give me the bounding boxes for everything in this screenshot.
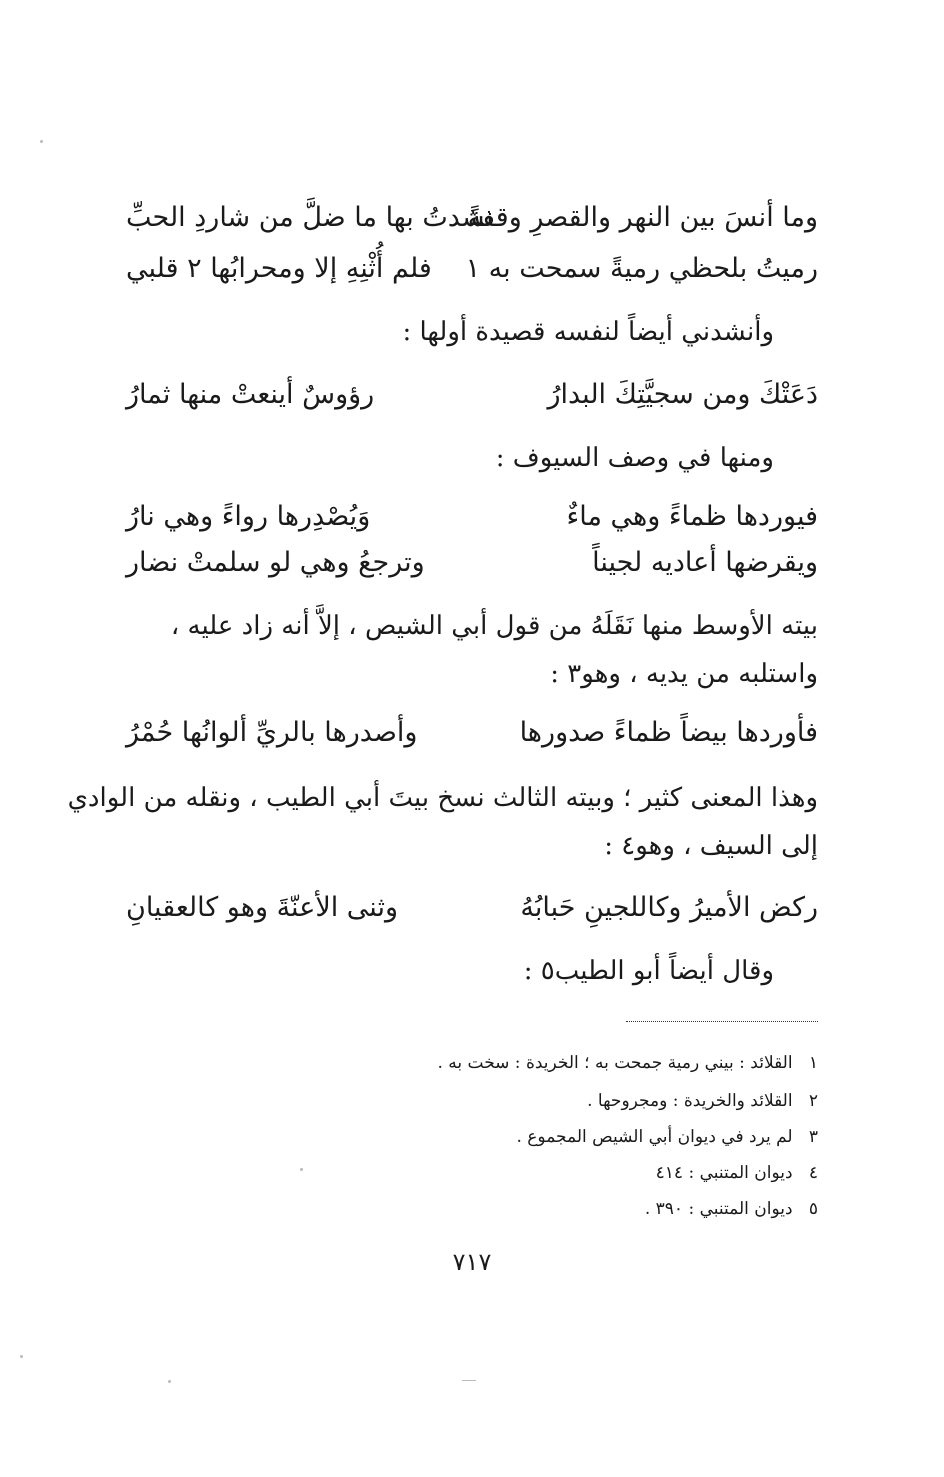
footnote	[437, 1050, 818, 1076]
poem-verse	[126, 543, 818, 583]
scan-speck	[300, 1168, 303, 1171]
verse-second-hemistich: نشدتُ بها ما ضلَّ من شاردِ الحبِّ	[126, 202, 494, 233]
scan-speck	[20, 1355, 23, 1358]
scan-speck	[168, 1380, 171, 1383]
verse-first-hemistich: ويقرضها أعاديه لجيناً	[592, 547, 818, 578]
verse-second-hemistich: وثنى الأعنّةَ وهو كالعقيانِ	[126, 892, 399, 923]
poem-verse	[126, 713, 818, 753]
footnote	[656, 1160, 818, 1186]
prose-line: واستلبه من يديه ، وهو٣ :	[550, 659, 818, 689]
footnote-number: ١	[808, 1053, 818, 1073]
footnote	[587, 1088, 818, 1114]
footnote-text: ديوان المتنبي : ٤١٤	[655, 1163, 793, 1183]
footnote-text: ديوان المتنبي : ٣٩٠ .	[644, 1199, 793, 1219]
verse-first-hemistich: فأوردها بيضاً ظماءً صدورها	[519, 717, 818, 748]
verse-second-hemistich: فلم أُثْنِهِ إلا ومحرابُها ٢ قلبي	[126, 253, 432, 284]
poem-verse	[126, 198, 818, 238]
footnote-number: ٥	[808, 1199, 818, 1219]
verse-second-hemistich: رؤوسٌ أينعتْ منها ثمارُ	[126, 379, 375, 410]
intro-line: وأنشدني أيضاً لنفسه قصيدة أولها :	[402, 317, 774, 347]
prose-line: وهذا المعنى كثير ؛ وبيته الثالث نسخ بيتَ أبي الطيب ، ونقله من الوادي	[67, 783, 818, 813]
footnote-text: القلائد والخريدة : ومجروحها .	[587, 1091, 793, 1111]
prose-line: إلى السيف ، وهو٤ :	[604, 831, 818, 861]
verse-first-hemistich: دَعَتْكَ ومن سجيَّتِكَ البدارُ	[547, 379, 818, 410]
prose-line: بيته الأوسط منها نَقَلَهُ من قول أبي الشيص ، إلاَّ أنه زاد عليه ،	[170, 611, 818, 641]
poem-verse	[126, 249, 818, 289]
footnote-number: ٣	[808, 1127, 818, 1147]
verse-first-hemistich: رميتُ بلحظي رميةً سمحت به ١	[465, 253, 818, 284]
footnote-number: ٤	[808, 1163, 818, 1183]
verse-first-hemistich: فيوردها ظماءً وهي ماءٌ	[566, 501, 818, 532]
footnote	[516, 1124, 818, 1150]
poem-verse	[126, 497, 818, 537]
page-number: ٧١٧	[452, 1248, 492, 1276]
verse-first-hemistich: وما أنسَ بين النهر والقصرِ وقفةً	[467, 202, 818, 233]
footnote-text: لم يرد في ديوان أبي الشيص المجموع .	[516, 1127, 793, 1147]
footnote-number: ٢	[808, 1091, 818, 1111]
verse-second-hemistich: وَيُصْدِرها رواءً وهي نارُ	[126, 501, 371, 532]
scan-speck	[40, 140, 43, 143]
poem-verse	[126, 888, 818, 928]
poem-verse	[126, 375, 818, 415]
verse-second-hemistich: وأصدرها بالريِّ ألوانُها حُمْرُ	[126, 717, 418, 748]
scan-speck	[462, 1380, 476, 1381]
verse-first-hemistich: ركض الأميرُ وكاللجينِ حَبابُهُ	[520, 892, 818, 923]
footnote-separator	[626, 1021, 818, 1022]
intro-line: ومنها في وصف السيوف :	[495, 443, 774, 473]
verse-second-hemistich: وترجعُ وهي لو سلمتْ نضار	[126, 547, 425, 578]
footnote	[645, 1196, 818, 1222]
intro-line: وقال أيضاً أبو الطيب٥ :	[523, 956, 774, 986]
footnote-text: القلائد : بيني رمية جمحت به ؛ الخريدة : سخت به .	[437, 1053, 793, 1073]
